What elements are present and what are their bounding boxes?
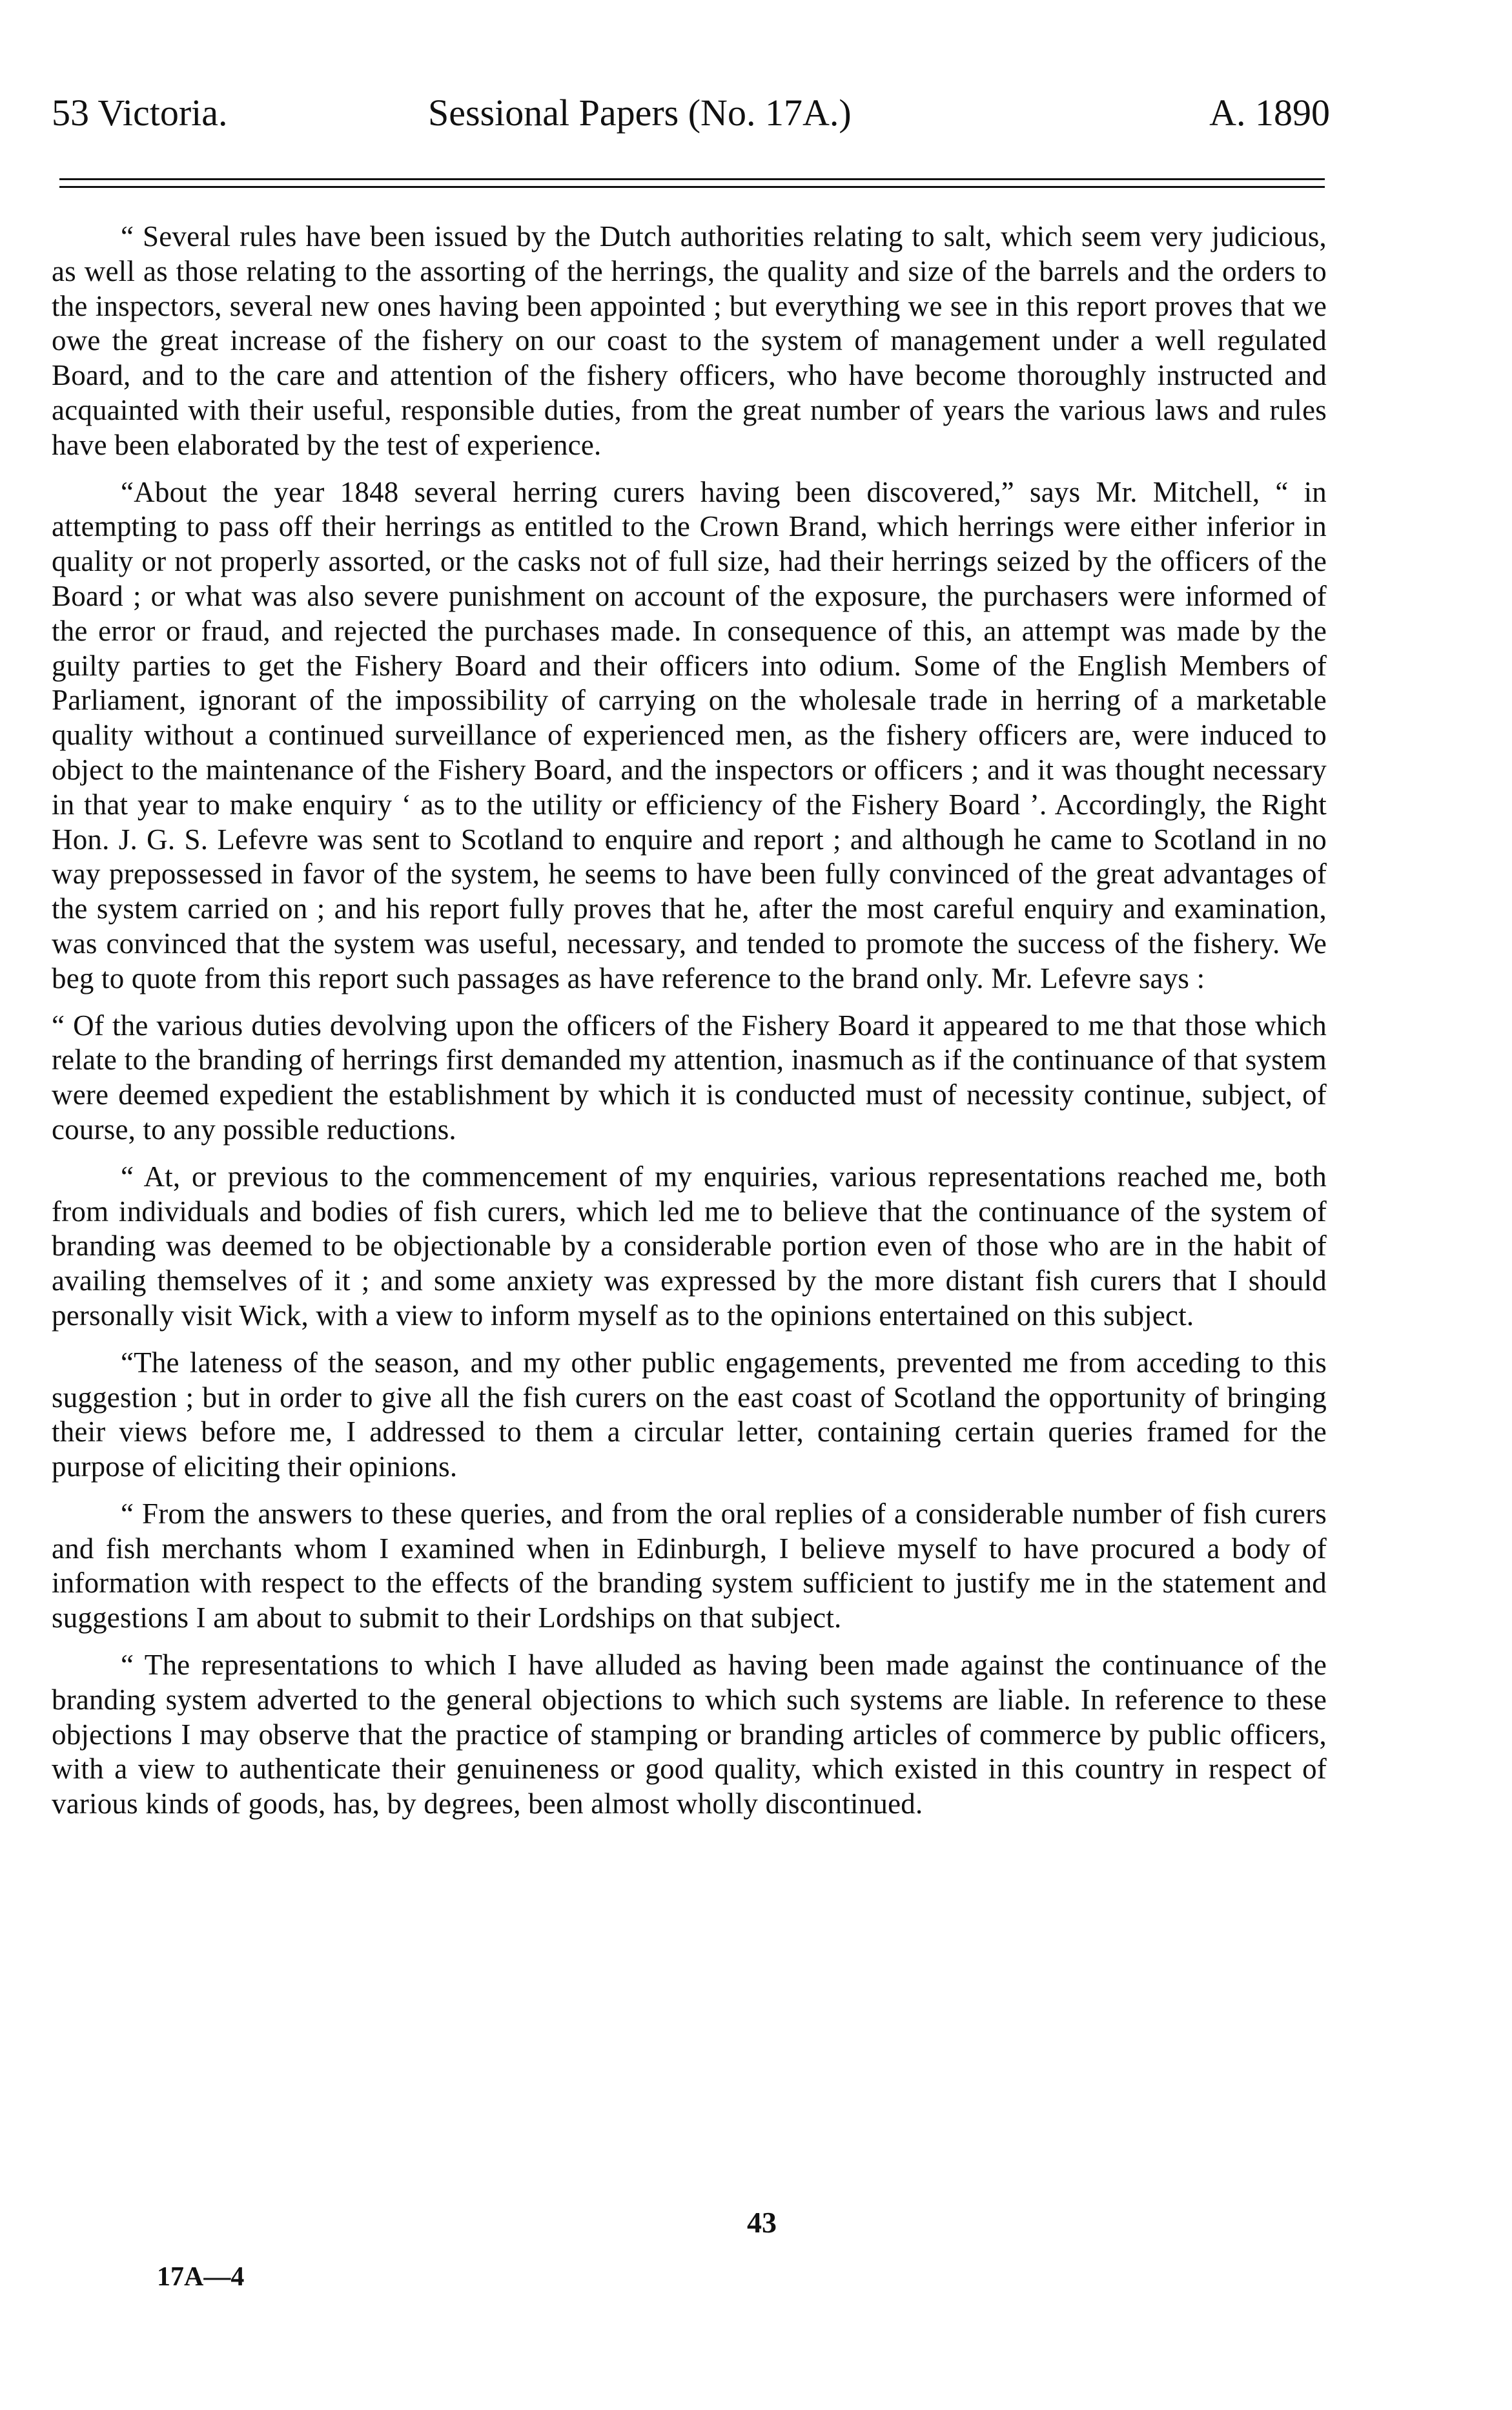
paragraph-representations: “ At, or previous to the commencement of my enquiries, various representations reached me, both from individuals and bodies of fish curers, which led me to believe that the continuance of the system of branding was deemed to be objectionable by a considerable portion even of those who are in the habit of availing themselves of it ; and some anxiety was expressed by the more distant fish curers that I should personally visit Wick, with a view to inform myself as to the opinions entertained on this subject. [52, 1160, 1327, 1332]
header-title: Sessional Papers (No. 17A.) [428, 92, 852, 134]
header-rule-top [59, 178, 1325, 180]
body-text [52, 220, 1327, 1834]
paragraph-lefevre-duties: “ Of the various duties devolving upon the officers of the Fishery Board it appeared to me that those which relate to the branding of herrings first demanded my attention, inasmuch as if the continuance of that system were deemed expedient the establishment by which it is conducted must of necessity continue, subject, of course, to any possible reductions. [52, 1009, 1327, 1146]
header-year: A. 1890 [1209, 92, 1330, 134]
page-number: 43 [747, 2206, 777, 2239]
header-rule-bottom [59, 186, 1325, 188]
signature-mark: 17A—4 [157, 2262, 245, 2292]
paragraph-dutch-rules: “ Several rules have been issued by the Dutch authorities relating to salt, which seem very judicious, as well as those relating to the assorting of the herrings, the quality and size of the barrels and the orders to the inspectors, several new ones having been appointed ; but everything we see in this report proves that we owe the great increase of the fishery on our coast to the system of management under a well regulated Board, and to the care and attention of the fishery officers, who have become thoroughly instructed and acquainted with their useful, responsible duties, from the great number of years the various laws and rules have been elaborated by the test of experience. [52, 220, 1327, 461]
paragraph-mitchell: “About the year 1848 several herring curers having been discovered,” says Mr. Mitchell, “ in attempting to pass off their herrings as entitled to the Crown Brand, which herrings were either inferior in quality or not properly assorted, or the casks not of full size, had their herrings seized by the officers of the Board ; or what was also severe punishment on account of the exposure, the purchasers were informed of the error or fraud, and rejected the purchases made. In consequence of this, an attempt was made by the guilty parties to get the Fishery Board and their officers into odium. Some of the English Members of Parliament, ignorant of the impossibility of carrying on the wholesale trade in herring of a marketable quality without a continued surveillance of experienced men, as the fishery officers are, were induced to object to the maintenance of the Fishery Board, and the inspectors or officers ; and it was thought necessary in that year to make enquiry ‘ as to the utility or efficiency of the Fishery Board ’. Accordingly, the Right Hon. J. G. S. Lefevre was sent to Scotland to enquire and report ; and although he came to Scotland in no way prepossessed in favor of the system, he seems to have been fully convinced of the great advantages of the system carried on ; and his report fully proves that he, after the most careful enquiry and examination, was convinced that the system was useful, necessary, and tended to promote the success of the fishery. We beg to quote from this report such passages as have reference to the brand only. Mr. Lefevre says : [52, 475, 1327, 994]
header-session: 53 Victoria. [52, 92, 228, 134]
paragraph-answers: “ From the answers to these queries, and from the oral replies of a considerable number of fish curers and fish merchants whom I examined when in Edinburgh, I believe myself to have procured a body of information with respect to the effects of the branding system sufficient to justify me in the statement and suggestions I am about to submit to their Lordships on that subject. [52, 1497, 1327, 1634]
paragraph-objections: “ The representations to which I have alluded as having been made against the continuance of the branding system adverted to the general objections to which such systems are liable. In reference to these objections I may observe that the practice of stamping or branding articles of commerce by public officers, with a view to authenticate their genuineness or good quality, which existed in this country in respect of various kinds of goods, has, by degrees, been almost wholly discontinued. [52, 1649, 1327, 1820]
paragraph-lateness: “The lateness of the season, and my other public engagements, prevented me from acceding to this suggestion ; but in order to give all the fish curers on the east coast of Scotland the opportunity of bringing their views before me, I addressed to them a circular letter, containing certain queries framed for the purpose of eliciting their opinions. [52, 1346, 1327, 1483]
page-header [52, 87, 1330, 139]
